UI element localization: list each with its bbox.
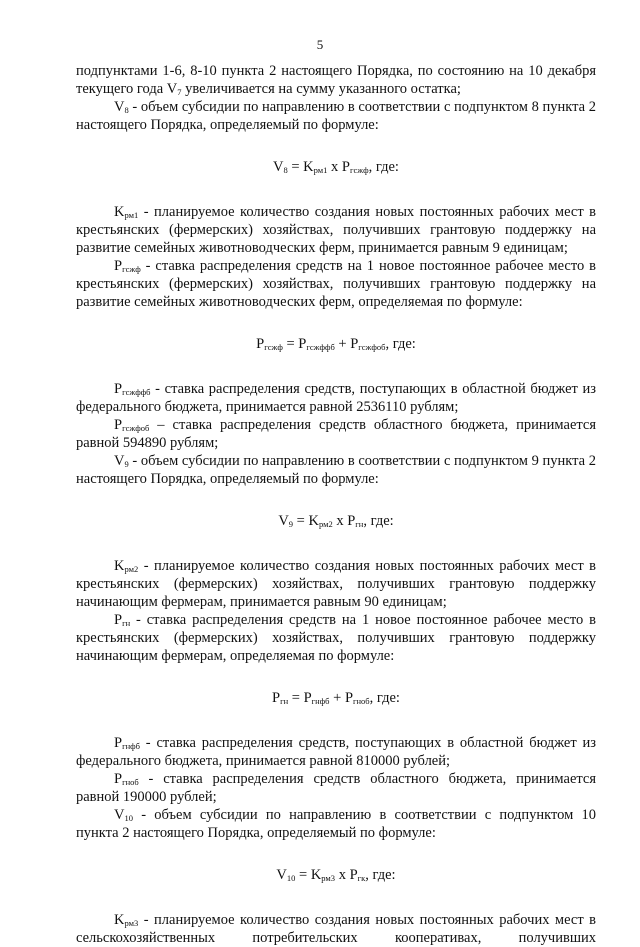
text-run: - объем субсидии по направлению в соответствии с подпунктом 10 пункта 2 настоящего Порядка, определяемый по формуле: [76,807,596,841]
page-number: 5 [316,37,324,52]
subscript: 10 [124,813,133,823]
text-run: = P [282,336,307,352]
subscript: гсжффб [122,387,151,397]
subscript: гсжффб [306,342,335,352]
paragraph [76,203,596,257]
subscript: рм2 [124,564,139,574]
subscript: гнфб [122,741,140,751]
subscript: гк [357,873,366,883]
text-run: P [114,612,123,628]
paragraph [76,416,596,452]
text-run: – ставка распределения средств областного бюджета, принимается равной 594890 рублям; [76,417,596,451]
subscript: рм3 [124,918,139,928]
text-run: V [114,453,125,469]
subscript: 7 [177,87,182,97]
subscript: гсжф [350,165,369,175]
text-run: x P [335,867,358,883]
paragraph [76,98,596,134]
text-run: V [273,159,284,175]
text-run: P [114,381,123,397]
text-run: P [256,336,265,352]
text-run: P [272,690,281,706]
text-run: V [114,807,125,823]
paragraph [76,62,596,98]
text-run: - объем субсидии по направлению в соответствии с подпунктом 8 пункта 2 настоящего Порядка, определяемый по формуле: [76,99,596,133]
text-run: P [114,771,123,787]
subscript: гноб [353,696,370,706]
subscript: 8 [124,105,129,115]
text-run: K [114,558,125,574]
text-run: - планируемое количество создания новых постоянных рабочих мест в крестьянских (фермерских) хозяйствах, получивших грантовую поддержку на развитие семейных животноводческих ферм, принимается равным 9 единицам; [76,204,596,256]
text-run: - ставка распределения средств, поступающих в областной бюджет из федерального бюджета, принимается равной 2536110 рублям; [76,381,596,415]
text-run: P [114,258,123,274]
subscript: рм1 [124,210,139,220]
text-run: = K [295,867,322,883]
subscript: 9 [124,459,129,469]
subscript: рм3 [321,873,336,883]
text-run: = K [287,159,314,175]
text-run: , где: [368,159,399,175]
text-run: P [114,417,123,433]
text-run: x P [327,159,350,175]
subscript: рм2 [318,519,333,529]
text-run: - ставка распределения средств на 1 новое постоянное рабочее место в крестьянских (фермерских) хозяйствах, получивших грантовую поддержку на развитие семейных животноводческих ферм, определяемая по формуле: [76,258,596,310]
text-run: V [278,513,289,529]
paragraph [76,611,596,665]
text-run: - ставка распределения средств, поступающих в областной бюджет из федерального бюджета, принимается равной 810000 рублей; [76,735,596,769]
text-run: - планируемое количество создания новых постоянных рабочих мест в сельскохозяйственных потребительских кооперативах, получивших [76,912,596,946]
text-run: = K [293,513,319,529]
text-run: , где: [385,336,416,352]
text-run: подпунктами 1-6, 8-10 пункта 2 настоящего Порядка, по состоянию на 10 декабря текущего года V [76,63,596,97]
subscript: 8 [283,165,288,175]
paragraph [76,557,596,611]
paragraph [76,806,596,842]
text-run: P [114,735,123,751]
text-run: - объем субсидии по направлению в соответствии с подпунктом 9 пункта 2 настоящего Порядка, определяемый по формуле: [76,453,596,487]
text-run: + P [329,690,354,706]
text-run: , где: [365,867,396,883]
subscript: гн [355,519,364,529]
paragraph [76,257,596,311]
subscript: 9 [288,519,294,529]
paragraph [76,911,596,947]
text-run: - планируемое количество создания новых постоянных рабочих мест в крестьянских (фермерских) хозяйствах, получивших грантовую поддержку начинающим фермерам, принимается равным 90 единицам; [76,558,596,610]
text-run: V [276,867,287,883]
subscript: гнфб [311,696,330,706]
subscript: гн [280,696,289,706]
text-run: увеличивается на сумму указанного остатка; [181,81,461,97]
subscript: гсжфоб [358,342,386,352]
text-run: V [114,99,125,115]
formula [76,335,596,353]
paragraph [76,380,596,416]
subscript: рм1 [313,165,328,175]
subscript: гн [122,618,131,628]
text-run: K [114,204,125,220]
formula [76,866,596,884]
subscript: гсжфоб [122,423,150,433]
subscript: гсжф [264,342,283,352]
formula [76,158,596,176]
text-run: + P [334,336,359,352]
text-run: , где: [369,690,400,706]
text-run: = P [288,690,312,706]
subscript: гсжф [122,264,141,274]
paragraph [76,770,596,806]
document-body [76,62,596,947]
formula [76,689,596,707]
text-run: - ставка распределения средств областного бюджета, принимается равной 190000 рублей; [76,771,596,805]
formula [76,512,596,530]
subscript: гноб [122,777,139,787]
text-run: , где: [363,513,394,529]
text-run: x P [332,513,356,529]
subscript: 10 [286,873,296,883]
text-run: K [114,912,125,928]
paragraph [76,452,596,488]
paragraph [76,734,596,770]
text-run: - ставка распределения средств на 1 новое постоянное рабочее место в крестьянских (фермерских) хозяйствах, получивших грантовую поддержку начинающим фермерам, определяемая по формуле: [76,612,596,664]
